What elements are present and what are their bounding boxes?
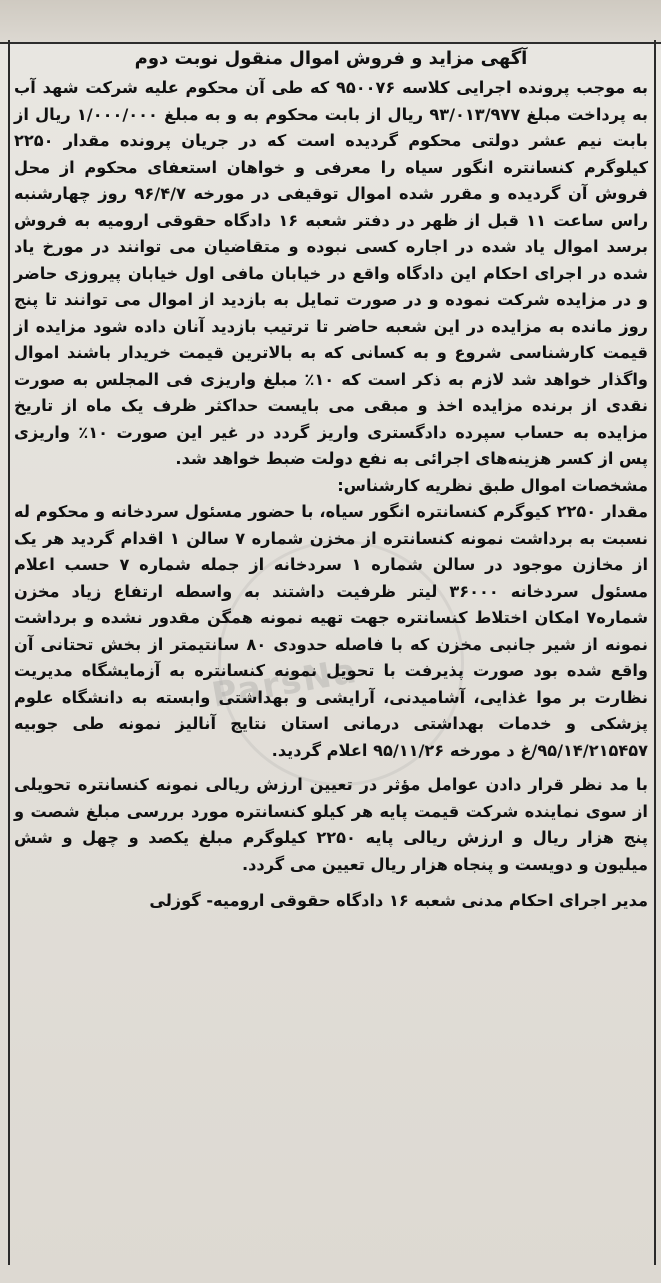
- notice-signature: مدیر اجرای احکام مدنی شعبه ۱۶ دادگاه حقوقی ارومیه- گوزلی: [149, 891, 648, 910]
- notice-body: [14, 48, 648, 915]
- spacer: [14, 764, 648, 772]
- right-column-rule: [654, 40, 656, 1265]
- section-heading-specs: مشخصات اموال طبق نظریه کارشناس:: [337, 475, 648, 495]
- torn-top-edge: [0, 0, 661, 44]
- left-column-rule: [8, 40, 10, 1265]
- notice-title: آگهی مزاید و فروش اموال منقول نوبت دوم: [134, 48, 528, 69]
- notice-paragraph-terms: به موجب پرونده اجرایی کلاسه ۹۵۰۰۷۶ که طی آن محکوم علیه شرکت شهد آب به پرداخت مبلغ ۹۳/۰۱۳/۹۷۷ ریال از بابت محکوم به و به مبلغ ۱/۰۰۰/۰۰۰ ریال از بابت نیم عشر دولتی محکوم گردیده است که در جریان پرونده مقدار ۲۲۵۰ کیلوگرم کنسانتره انگور سیاه را معرفی و خواهان استعفای محکوم از محل فروش آن گردیده و مقرر شده اموال توقیفی در مورخه ۹۶/۴/۷ روز چهارشنبه راس ساعت ۱۱ قبل از ظهر در دفتر شعبه ۱۶ دادگاه حقوقی ارومیه به فروش برسد اموال یاد شده در اجاره کسی نبوده و متقاضیان می توانند در مورخ یاد شده در اجرای احکام این دادگاه واقع در خیابان مافی اول خیابان پیروزی حاضر و در مزایده شرکت نموده و در صورت تمایل به بازدید از اموال می توانند تا پنج روز مانده به مزایده در این شعبه حاضر تا ترتیب بازدید آنان داده شود مزایده از قیمت کارشناسی شروع و به کسانی که به بالاترین قیمت خریدار باشند اموال واگذار خواهد شد لازم به ذکر است که ۱۰٪ مبلغ واریزی فی المجلس به صورت نقدی از برنده مزایده اخذ و مبقی می بایست حداکثر ظرف یک ماه از تاریخ مزایده به حساب سپرده دادگستری واریز گردد در غیر این صورت ۱۰٪ واریزی پس از کسر هزینه‌های اجرائی به نفع دولت ضبط خواهد شد.: [14, 78, 649, 468]
- notice-paragraph-specs: مقدار ۲۲۵۰ کیوگرم کنسانتره انگور سیاه، با حضور مسئول سردخانه و محکوم له نسبت به برداشت نمونه کنسانتره از مخزن شماره ۷ سالن ۱ اقدام گردید هر یک از مخازن موجود در سالن شماره ۱ سردخانه از جمله شماره ۷ حسب اعلام مسئول سردخانه ۳۶۰۰۰ لیتر ظرفیت داشتند به واسطه ارتفاع زیاد مخزن شماره۷ امکان اختلاط کنسانتره جهت تهیه نمونه همگن مقدور نشده و برداشت نمونه از شیر جانبی مخزن که با فاصله حدودی ۸۰ سانتیمتر از بخش تحتانی آن واقع شده بود صورت پذیرفت با تحویل نمونه کنسانتره به آزمایشگاه مدیریت نظارت بر موا غذایی، آشامیدنی، آرایشی و بهداشتی وابسته به دانشگاه علوم پزشکی و خدمات بهداشتی درمانی استان نتایج آنالیز نمونه طی جوبیه ۹۵/۱۴/۲۱۵۴۵۷/غ د مورخه ۹۵/۱۱/۲۶ اعلام گردید.: [14, 502, 649, 760]
- notice-paragraph-valuation: با مد نظر قرار دادن عوامل مؤثر در تعیین ارزش ریالی نمونه کنسانتره تحویلی از سوی نماینده شرکت قیمت پایه هر کیلو کنسانتره مورد بررسی مبلغ شصت و پنج هزار ریال و ارزش ریالی پایه ۲۲۵۰ کیلوگرم مبلغ یکصد و چهل و شش میلیون و دویست و پنجاه هزار ریال تعیین می گردد.: [14, 775, 648, 874]
- watermark-text: ParsNa: [208, 650, 361, 716]
